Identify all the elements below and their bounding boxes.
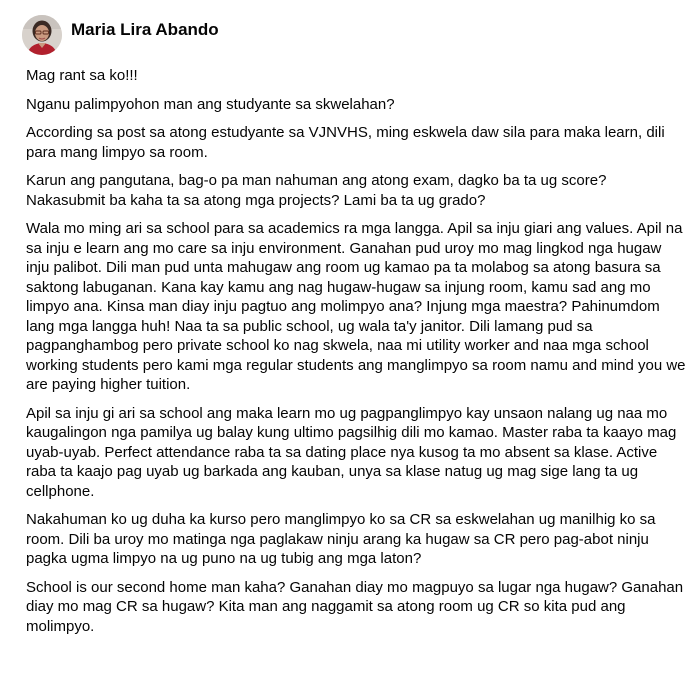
post-body	[26, 66, 686, 645]
post-paragraph: Apil sa inju gi ari sa school ang maka learn mo ug pagpanglimpyo kay unsaon nalang ug naa mo kaugalingon nga pamilya ug balay kung ultimo pagsilhig dili mo kamao. Master raba ta kaayo mag uyab-uyab. Perfect attendance raba ta sa dating place nya kusog ta mo absent sa klase. Active raba ta kaajo pag uyab ug barkada ang kauban, unya sa klase natug ug mag sige lang ta ug cellphone.	[26, 404, 677, 500]
post-header	[22, 12, 219, 58]
post-paragraph: Nakahuman ko ug duha ka kurso pero manglimpyo ko sa CR sa eskwelahan ug manilhig ko sa room. Dili ba uroy mo matinga nga paglakaw ninju arang ka hugaw sa CR pero pag-abot ninju pagka ugma limpyo na ug puno na ug tubig ang mga laton?	[26, 511, 656, 567]
profile-photo-icon	[22, 15, 62, 55]
avatar[interactable]	[22, 15, 62, 55]
post-paragraph: Wala mo ming ari sa school para sa academics ra mga langga. Apil sa inju giari ang values. Apil na sa inju e learn ang mo care sa inju environment. Ganahan pud uroy mo mag lingkod nga hugaw inju palibot. Dili man pud unta mahugaw ang room ug kamao pa ta molabog sa atong basura sa saktong labuganan. Kana kay kamu ang nag hugaw-hugaw sa injung room, kamu sad ang mo limpyo ana. Kinsa man diay inju pagtuo ang molimpyo ana? Injung mga maestra? Pahinumdom lang mga langga huh! Naa ta sa public school, ug wala ta'y janitor. Dili lamang pud sa pagpanghambog pero private school ko nag skwela, naa mi utility worker and naa mga school working students pero kami mga regular students ang manglimpyo sa room namu and mind you we are paying higher tuition.	[26, 220, 686, 393]
post-paragraph: Nganu palimpyohon man ang studyante sa skwelahan?	[26, 95, 395, 113]
author-name[interactable]: Maria Lira Abando	[71, 20, 219, 39]
post-paragraph: Mag rant sa ko!!!	[26, 67, 138, 84]
post-paragraph: Karun ang pangutana, bag-o pa man nahuman ang atong exam, dagko ba ta ug score? Nakasubmit ba kaha ta sa atong mga projects? Lami ba ta ug grado?	[26, 172, 607, 209]
post-paragraph: According sa post sa atong estudyante sa VJNVHS, ming eskwela daw sila para maka learn, dili para mang limpyo sa room.	[26, 124, 665, 161]
post-paragraph: School is our second home man kaha? Ganahan diay mo magpuyo sa lugar nga hugaw? Ganahan diay mo mag CR sa hugaw? Kita man ang naggamit sa atong room ug CR so kita pud ang molimpyo.	[26, 578, 684, 635]
